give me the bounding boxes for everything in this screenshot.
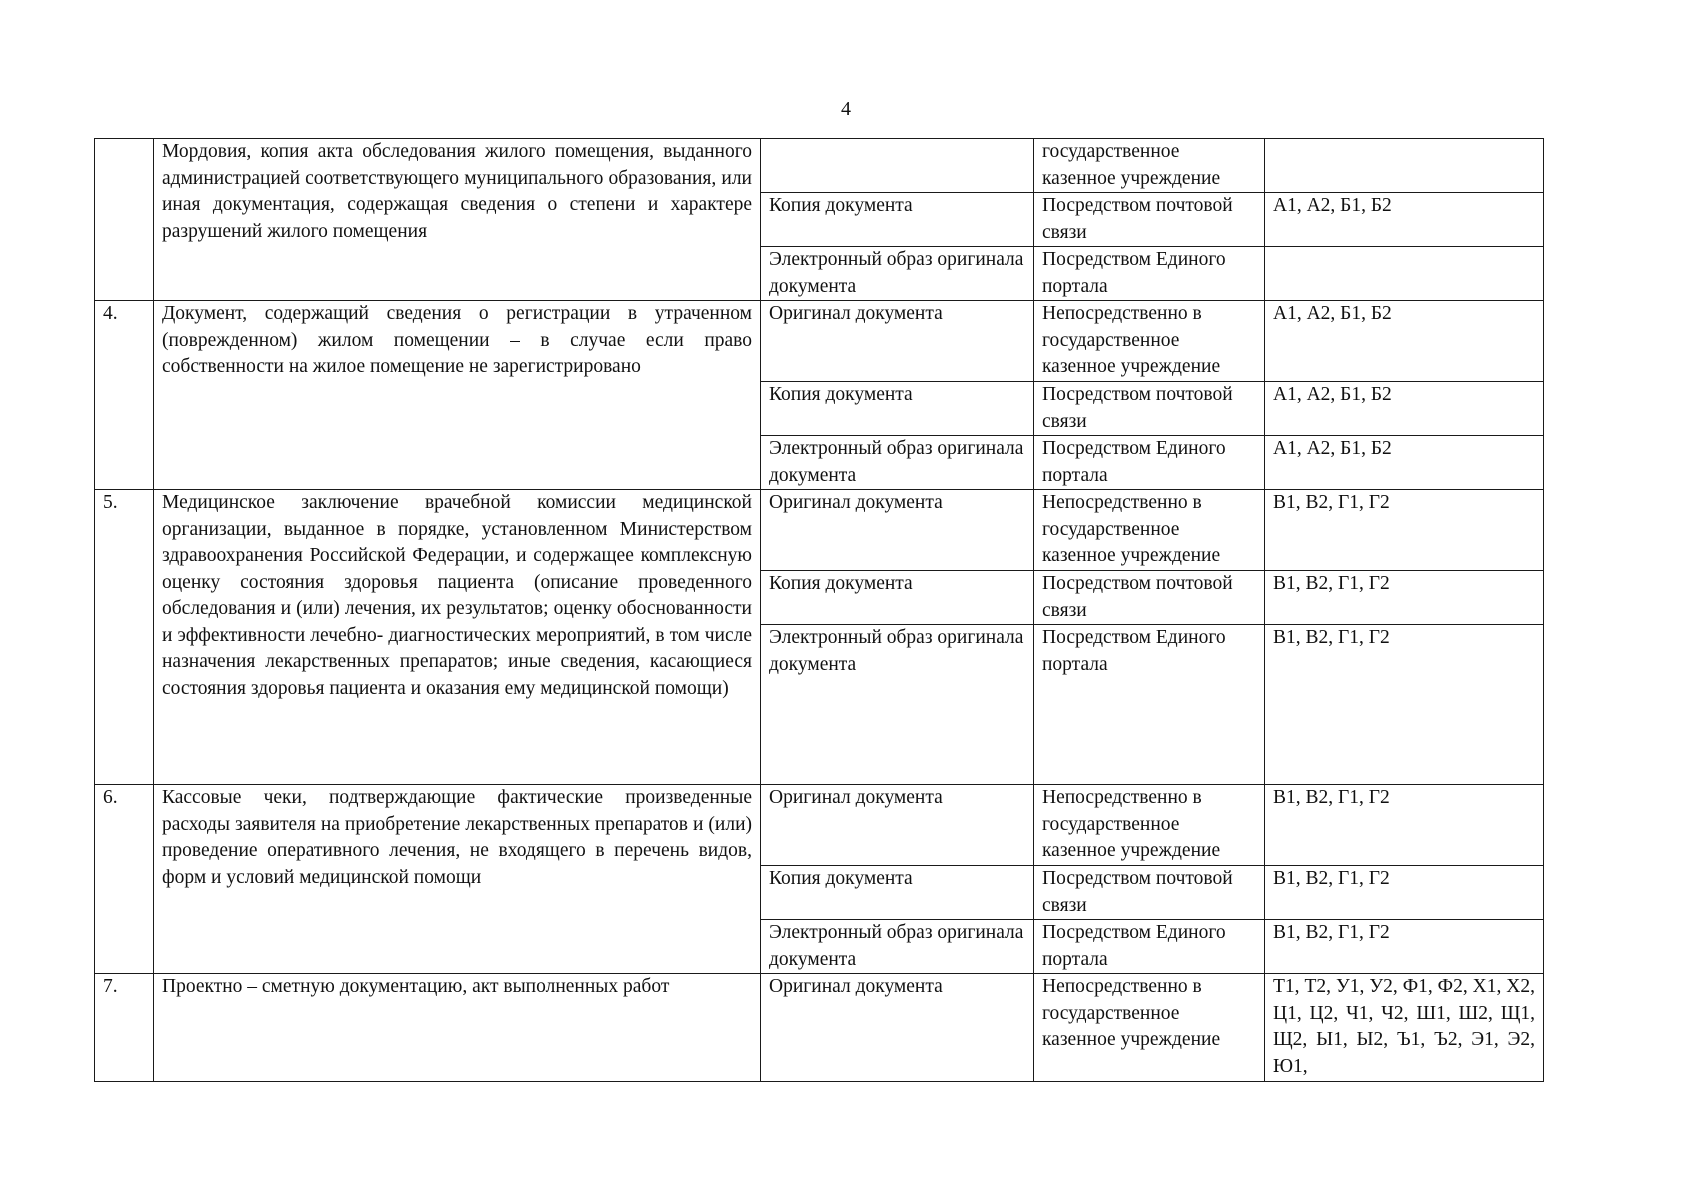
submission-method: Посредством Единого портала [1034, 247, 1265, 301]
submission-method: Посредством Единого портала [1034, 920, 1265, 974]
category-codes [1265, 139, 1544, 193]
submission-method: Посредством Единого портала [1034, 625, 1265, 785]
row-number: 4. [95, 301, 154, 490]
table-row [95, 785, 1544, 866]
category-codes: В1, В2, Г1, Г2 [1265, 920, 1544, 974]
table-row [95, 139, 1544, 193]
document-form: Электронный образ оригинала документа [761, 436, 1034, 490]
document-form: Копия документа [761, 571, 1034, 625]
page-number: 4 [841, 98, 851, 120]
document-description: Мордовия, копия акта обследования жилого помещения, выданного администрацией соответствующего муниципального образования, или иная документация, содержащая сведения о степени и характере разрушений жилого помещения [154, 139, 761, 301]
documents-table [94, 138, 1544, 1082]
table-row [95, 301, 1544, 382]
document-form [761, 139, 1034, 193]
document-description: Кассовые чеки, подтверждающие фактические произведенные расходы заявителя на приобретение лекарственных препаратов и (или) проведение оперативного лечения, не входящего в перечень видов, форм и условий медицинской помощи [154, 785, 761, 974]
category-codes [1265, 247, 1544, 301]
document-form: Оригинал документа [761, 301, 1034, 382]
category-codes: А1, А2, Б1, Б2 [1265, 436, 1544, 490]
category-codes: В1, В2, Г1, Г2 [1265, 490, 1544, 571]
document-form: Копия документа [761, 866, 1034, 920]
submission-method: государственное казенное учреждение [1034, 139, 1265, 193]
submission-method: Посредством Единого портала [1034, 436, 1265, 490]
category-codes: Т1, Т2, У1, У2, Ф1, Ф2, Х1, Х2, Ц1, Ц2, Ч1, Ч2, Ш1, Ш2, Щ1, Щ2, Ы1, Ы2, Ъ1, Ъ2, Э1, Э2, Ю1, [1265, 974, 1544, 1082]
submission-method: Непосредственно в государственное казенное учреждение [1034, 490, 1265, 571]
document-form: Электронный образ оригинала документа [761, 625, 1034, 785]
category-codes: В1, В2, Г1, Г2 [1265, 785, 1544, 866]
category-codes: В1, В2, Г1, Г2 [1265, 571, 1544, 625]
document-form: Копия документа [761, 193, 1034, 247]
document-description: Документ, содержащий сведения о регистрации в утраченном (поврежденном) жилом помещении – в случае если право собственности на жилое помещение не зарегистрировано [154, 301, 761, 490]
category-codes: В1, В2, Г1, Г2 [1265, 866, 1544, 920]
submission-method: Непосредственно в государственное казенное учреждение [1034, 785, 1265, 866]
document-form: Оригинал документа [761, 490, 1034, 571]
submission-method: Посредством почтовой связи [1034, 866, 1265, 920]
submission-method: Непосредственно в государственное казенное учреждение [1034, 301, 1265, 382]
category-codes: А1, А2, Б1, Б2 [1265, 382, 1544, 436]
row-number: 5. [95, 490, 154, 785]
submission-method: Непосредственно в государственное казенное учреждение [1034, 974, 1265, 1082]
row-number [95, 139, 154, 301]
table-row [95, 974, 1544, 1082]
submission-method: Посредством почтовой связи [1034, 571, 1265, 625]
category-codes: В1, В2, Г1, Г2 [1265, 625, 1544, 785]
category-codes: А1, А2, Б1, Б2 [1265, 301, 1544, 382]
submission-method: Посредством почтовой связи [1034, 193, 1265, 247]
document-form: Оригинал документа [761, 785, 1034, 866]
submission-method: Посредством почтовой связи [1034, 382, 1265, 436]
table-row [95, 490, 1544, 571]
document-form: Копия документа [761, 382, 1034, 436]
document-form: Электронный образ оригинала документа [761, 247, 1034, 301]
category-codes: А1, А2, Б1, Б2 [1265, 193, 1544, 247]
document-form: Оригинал документа [761, 974, 1034, 1082]
document-description: Проектно – сметную документацию, акт выполненных работ [154, 974, 761, 1082]
row-number: 7. [95, 974, 154, 1082]
row-number: 6. [95, 785, 154, 974]
document-description: Медицинское заключение врачебной комиссии медицинской организации, выданное в порядке, установленном Министерством здравоохранения Российской Федерации, и содержащее комплексную оценку состояния здоровья пациента (описание проведенного обследования и (или) лечения, их результатов; оценку обоснованности и эффективности лечебно- диагностических мероприятий, в том числе назначения лекарственных препаратов; иные сведения, касающиеся состояния здоровья пациента и оказания ему медицинской помощи) [154, 490, 761, 785]
document-form: Электронный образ оригинала документа [761, 920, 1034, 974]
